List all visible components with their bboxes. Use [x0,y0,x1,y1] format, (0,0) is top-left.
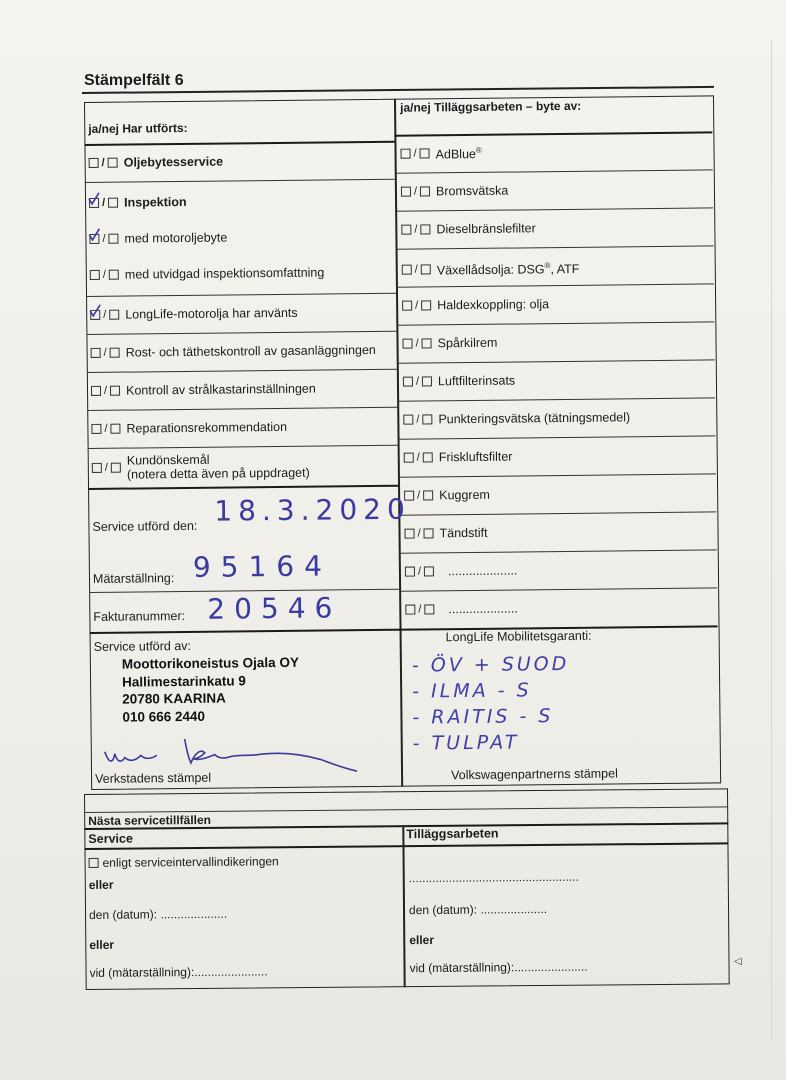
checkbox-yes-checked[interactable] [89,198,99,208]
checkbox-no[interactable] [420,186,430,196]
checkbox-no[interactable] [421,264,431,274]
item-label: .................... [448,601,518,617]
item-extended-inspection[interactable] [90,265,325,281]
next-col-service: Service [88,831,133,846]
checkmark-icon [87,192,101,206]
odometer-value[interactable]: 95164 [192,549,333,584]
extra-puncture-fluid[interactable] [403,410,630,426]
workshop-stamp-caption: Verkstadens stämpel [95,770,212,786]
checkbox-no[interactable] [424,566,434,576]
item-repair-recommendation[interactable] [91,420,287,436]
workshop-stamp: Moottorikoneistus Ojala OY Hallimestarinkatu 9 20780 KAARINA 010 666 2440 [121,654,299,725]
checkbox-yes[interactable] [405,567,415,577]
checkbox-no[interactable] [422,414,432,424]
checkbox-yes[interactable] [403,415,413,425]
guarantee-label: LongLife Mobilitetsgaranti: [445,628,592,645]
next-extra-odometer-field[interactable]: vid (mätarställning):...................... [409,959,588,976]
checkbox-yes[interactable] [404,491,414,501]
checkbox-yes[interactable] [91,424,101,434]
item-headlight-check[interactable] [91,382,316,398]
extra-diesel-filter[interactable] [401,221,536,236]
yes-no-checkbox[interactable]: / [403,412,432,426]
odometer-label: Mätarställning: [92,571,175,586]
item-label: Reparationsrekommendation [126,419,288,436]
checkbox-yes[interactable] [403,377,413,387]
yes-no-checkbox[interactable]: / [402,262,431,276]
next-extra-field[interactable]: ................................................... [408,869,579,886]
checkbox-yes[interactable] [90,270,100,280]
checkbox-no[interactable] [108,158,118,168]
yes-no-checkbox[interactable]: / [90,308,119,322]
checkbox-no[interactable] [108,234,118,244]
extra-haldex-oil[interactable] [402,297,549,313]
checkbox-no[interactable] [109,310,119,320]
checkbox-yes[interactable] [402,339,412,349]
checkbox-yes-checked[interactable] [90,310,100,320]
checkbox-yes[interactable] [404,453,414,463]
checkbox-yes[interactable] [92,463,102,473]
left-column-header: ja/nej Har utförts: [88,120,188,136]
checkbox-no[interactable] [423,452,433,462]
item-label: med motoroljebyte [124,230,228,246]
yes-no-checkbox[interactable]: / [402,298,431,312]
interval-option[interactable]: enligt serviceintervallindikeringen [89,854,279,870]
extra-spark-plugs[interactable] [404,526,487,541]
item-label: Kuggrem [439,487,491,503]
yes-no-checkbox[interactable]: / [405,564,434,578]
service-by-label: Service utförd av: [93,638,192,654]
item-label: Oljebytesservice [123,154,224,170]
yes-no-checkbox[interactable]: / [91,384,120,398]
checkbox-yes[interactable] [401,148,411,158]
invoice-label: Fakturanummer: [93,608,186,624]
extra-adblue[interactable] [400,144,481,162]
item-with-oil-change[interactable] [89,231,227,246]
item-label: Punkteringsvätska (tätningsmedel) [438,410,631,427]
checkbox-no[interactable] [110,348,120,358]
checkbox-no[interactable] [423,490,433,500]
item-label: Tändstift [439,525,488,541]
page-edge [771,40,772,1040]
checkbox-yes[interactable] [402,301,412,311]
checkbox-yes[interactable] [401,225,411,235]
checkbox-no[interactable] [424,528,434,538]
checkbox-no[interactable] [108,198,118,208]
next-service-table [84,788,730,990]
item-label: Dieselbränslefilter [436,221,536,237]
checkmark-icon [88,304,102,318]
yes-no-checkbox[interactable]: / [405,602,434,616]
checkmark-icon [87,228,101,242]
yes-no-checkbox[interactable]: / [401,184,430,198]
or-label: eller [409,932,435,948]
next-date-field[interactable]: den (datum): .................... [88,906,228,922]
checkbox-yes[interactable] [401,187,411,197]
yes-no-checkbox[interactable]: / [401,222,430,236]
extra-blank-1[interactable] [405,563,518,578]
checkbox-yes[interactable] [91,386,101,396]
checkbox-yes[interactable] [91,348,101,358]
yes-no-checkbox[interactable]: / [91,346,120,360]
yes-no-checkbox[interactable]: / [403,374,432,388]
checkbox-interval[interactable] [89,858,99,868]
checkbox-yes[interactable] [405,605,415,615]
item-label: LongLife-motorolja har använts [125,305,298,322]
extra-air-filter[interactable] [403,374,515,389]
or-label: eller [89,937,115,952]
item-label: Inspektion [124,194,187,210]
checkbox-no[interactable] [109,270,119,280]
checkbox-yes-checked[interactable] [89,234,99,244]
yes-no-checkbox[interactable]: / [400,146,429,160]
item-inspection[interactable] [89,195,187,210]
checkbox-no[interactable] [422,376,432,386]
item-label: Rost- och täthetskontroll av gasanläggningen [125,342,376,360]
item-label: Bromsvätska [435,183,509,199]
checkbox-no[interactable] [421,300,431,310]
yes-no-checkbox[interactable]: / [91,422,120,436]
item-label: Växellådsolja: DSG®, ATF [436,261,580,278]
item-label: Friskluftsfilter [438,449,513,465]
item-longlife-oil[interactable] [90,306,298,322]
or-label: eller [88,877,114,892]
invoice-value[interactable]: 20546 [207,591,342,626]
extra-brake-fluid[interactable] [401,184,508,199]
checkbox-no[interactable] [111,463,121,473]
item-label: Spårkilrem [437,335,498,351]
extra-v-belt[interactable] [402,336,497,351]
yes-no-checkbox[interactable]: / [404,526,433,540]
extra-blank-2[interactable] [405,601,518,616]
page-title: Stämpelfält 6 [84,72,184,89]
yes-no-checkbox[interactable]: / [90,268,119,282]
service-date-label: Service utförd den: [92,518,198,534]
customer-wish-text: Kundönskemål (notera detta även på uppdraget) [126,452,310,482]
checkbox-no[interactable] [424,604,434,614]
item-label: med utvidgad inspektionsomfattning [124,265,325,282]
checkbox-no[interactable] [420,148,430,158]
item-oil-change[interactable] [89,155,224,170]
yes-no-checkbox[interactable]: / [89,232,118,246]
checkbox-yes[interactable] [404,529,414,539]
item-label: AdBlue® [435,145,482,162]
stamp-field-table [84,95,721,790]
item-label: Kontroll av strålkastarinställningen [126,381,316,398]
item-label: .................... [447,563,518,579]
yes-no-checkbox[interactable]: / [89,156,118,170]
yes-no-checkbox[interactable]: / [89,196,118,210]
yes-no-checkbox[interactable]: / [402,336,431,350]
guarantee-handwritten: - ÖV + SUOD - ILMA - S - RAITIS - S - TULPAT [411,652,570,755]
next-odometer-field[interactable]: vid (mätarställning):...................... [89,964,268,980]
extra-cabin-filter[interactable] [404,450,513,465]
item-gas-system-check[interactable] [91,343,376,360]
next-service-title: Nästa servicetillfällen [88,812,212,828]
checkbox-no[interactable] [110,424,120,434]
item-label: Luftfilterinsats [437,373,516,389]
checkbox-no[interactable] [422,338,432,348]
checkbox-yes[interactable] [402,264,412,274]
checkbox-no[interactable] [420,224,430,234]
item-label: Haldexkoppling: olja [437,297,550,313]
next-extra-date-field[interactable]: den (datum): .................... [408,901,548,918]
item-customer-wish[interactable] [92,452,310,482]
extra-timing-belt[interactable] [404,488,490,503]
right-column-header: ja/nej Tilläggsarbeten – byte av: [400,98,582,115]
yes-no-checkbox[interactable]: / [404,450,433,464]
checkbox-yes[interactable] [89,158,99,168]
service-date-value[interactable]: 18.3.2020 [214,492,411,528]
next-col-extra: Tilläggsarbeten [406,826,499,842]
partner-stamp-caption: Volkswagenpartnerns stämpel [450,766,618,783]
yes-no-checkbox[interactable]: / [404,488,433,502]
extra-gearbox-oil[interactable] [402,259,580,278]
corner-arrow-icon: ◁ [734,956,742,967]
yes-no-checkbox[interactable]: / [92,461,121,475]
checkbox-no[interactable] [110,386,120,396]
